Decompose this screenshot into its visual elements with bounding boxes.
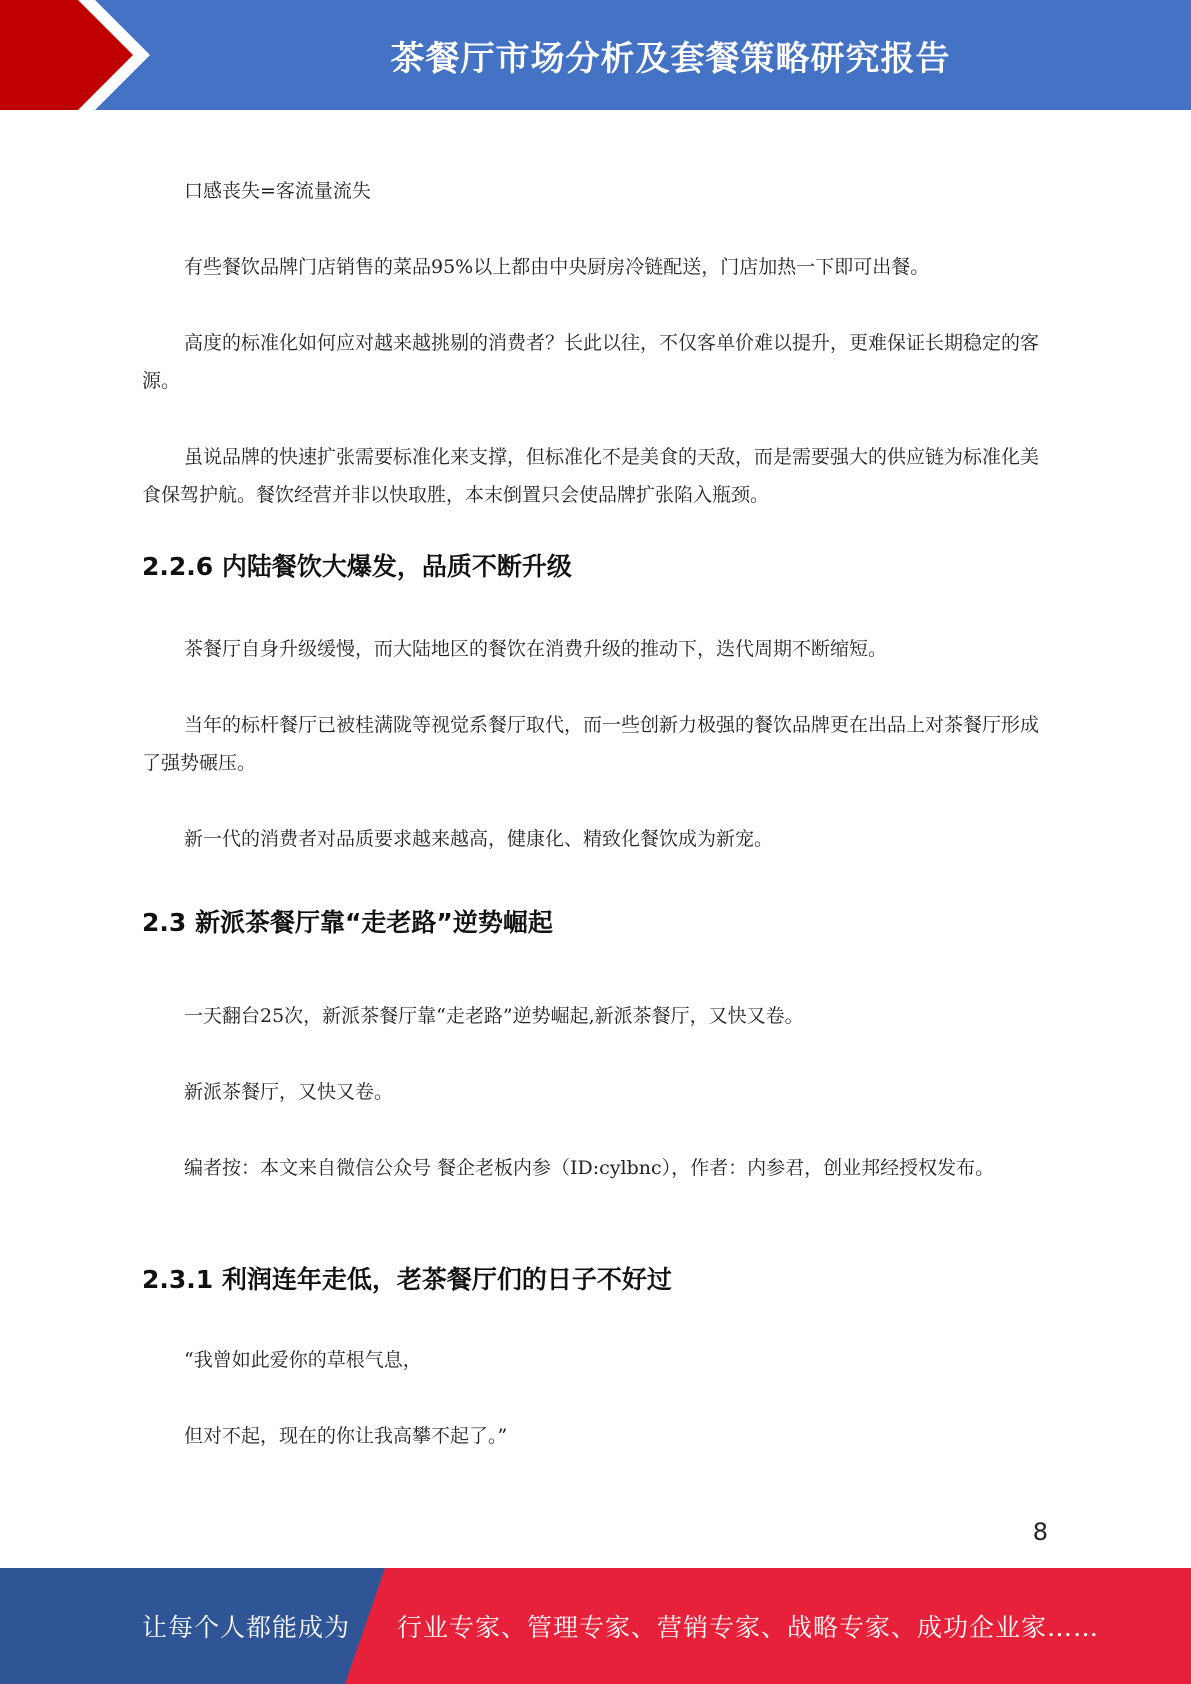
footer-slogan-right: 行业专家、管理专家、营销专家、战略专家、成功企业家……: [397, 1613, 1100, 1642]
paragraph: 编者按：本文来自微信公众号 餐企老板内参（ID:cylbnc），作者：内参君，创业邦经授权发布。: [184, 1157, 995, 1179]
paragraph: 茶餐厅自身升级缓慢，而大陆地区的餐饮在消费升级的推动下，迭代周期不断缩短。: [184, 638, 888, 660]
page-footer: [0, 1568, 1191, 1684]
paragraph: 当年的标杆餐厅已被桂满陇等视觉系餐厅取代，而一些创新力极强的餐饮品牌更在出品上对茶餐厅形成了强势碾压。: [142, 714, 1040, 774]
paragraph: 口感丧失=客流量流失: [184, 180, 371, 202]
quote-line: “我曾如此爱你的草根气息，: [184, 1349, 422, 1371]
header-title: 茶餐厅市场分析及套餐策略研究报告: [390, 38, 951, 79]
footer-slogan-left: 让每个人都能成为: [142, 1613, 351, 1642]
paragraph: 虽说品牌的快速扩张需要标准化来支撑，但标准化不是美食的天敌，而是需要强大的供应链为标准化美食保驾护航。餐饮经营并非以快取胜，本末倒置只会使品牌扩张陷入瓶颈。: [142, 446, 1040, 506]
paragraph: 新派茶餐厅，又快又卷。: [184, 1081, 394, 1103]
paragraph: 高度的标准化如何应对越来越挑剔的消费者？长此以往，不仅客单价难以提升，更难保证长期稳定的客源。: [142, 332, 1040, 392]
section-heading-2-3: 2.3 新派茶餐厅靠“走老路”逆势崛起: [142, 908, 553, 937]
section-heading-2-2-6: 2.2.6 内陆餐饮大爆发，品质不断升级: [142, 552, 572, 581]
page-number: 8: [1032, 1518, 1048, 1546]
paragraph: 新一代的消费者对品质要求越来越高，健康化、精致化餐饮成为新宠。: [184, 828, 774, 850]
section-heading-2-3-1: 2.3.1 利润连年走低，老茶餐厅们的日子不好过: [142, 1265, 672, 1294]
paragraph: 一天翻台25次，新派茶餐厅靠“走老路”逆势崛起,新派茶餐厅，又快又卷。: [184, 1005, 804, 1027]
quote-line: 但对不起，现在的你让我高攀不起了。”: [184, 1425, 508, 1447]
page-header: [0, 0, 1191, 110]
paragraph: 有些餐饮品牌门店销售的菜品95%以上都由中央厨房冷链配送，门店加热一下即可出餐。: [184, 256, 930, 278]
